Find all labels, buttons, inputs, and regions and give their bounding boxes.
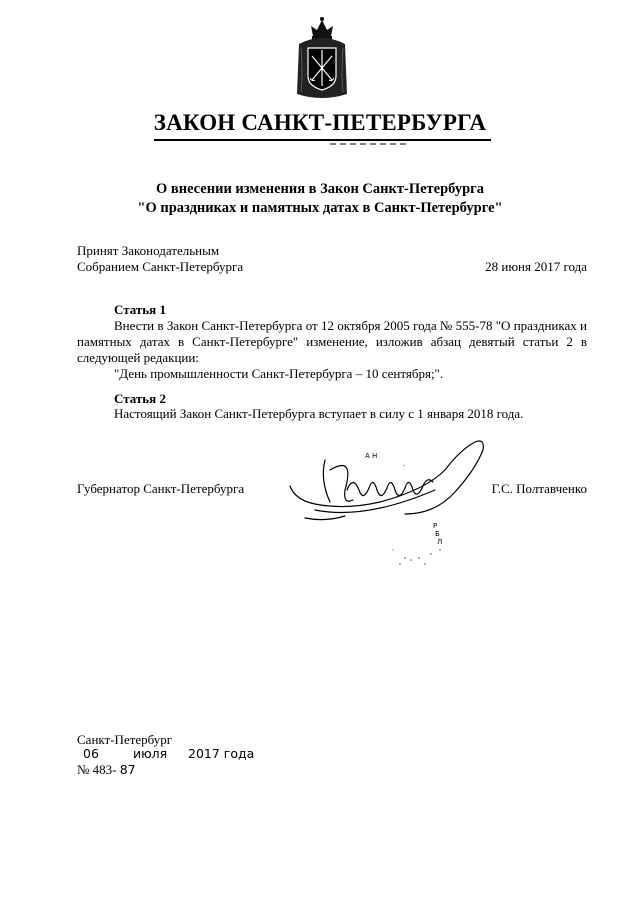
article-1-body: Внести в Закон Санкт-Петербурга от 12 октября 2005 года № 555-78 "О праздниках и памятных датах в Санкт-Петербурге" изменение, изложив абзац девятый статьи 2 в следующей редакции:: [77, 318, 587, 365]
governor-title: Губернатор Санкт-Петербурга: [77, 481, 245, 496]
footer-date-day: 06: [83, 746, 99, 761]
title-underline-decoration: [330, 142, 410, 146]
article-2-body: Настоящий Закон Санкт-Петербурга вступает в силу с 1 января 2018 года.: [114, 406, 524, 421]
adoption-date: 28 июня 2017 года: [485, 259, 587, 274]
svg-text:Л: Л: [437, 538, 443, 546]
article-1-quote: "День промышленности Санкт-Петербурга – 10 сентября;".: [114, 366, 444, 381]
handwritten-signature: [285, 430, 500, 580]
coat-of-arms-emblem: [293, 14, 351, 102]
subject-line-2: "О праздниках и памятных датах в Санкт-Петербурге": [137, 200, 503, 216]
law-number-prefix: № 483-: [77, 762, 117, 777]
law-subject: [0, 180, 640, 218]
signer-name: Г.С. Полтавченко: [491, 481, 587, 496]
article-1-heading: Статья 1: [114, 302, 166, 317]
law-number-suffix: 87: [119, 762, 136, 777]
subject-line-1: О внесении изменения в Закон Санкт-Петербурга: [155, 181, 484, 197]
article-2-heading: Статья 2: [114, 391, 166, 406]
title-underline: [154, 139, 491, 141]
footer-date: [83, 746, 254, 761]
adoption-statement: [77, 243, 243, 275]
svg-text:Б: Б: [435, 530, 440, 538]
footer-city: Санкт-Петербург: [77, 732, 173, 747]
svg-text:Р: Р: [433, 522, 438, 530]
adopted-line-1: Принят Законодательным: [77, 243, 220, 258]
svg-text:.: .: [403, 460, 406, 468]
law-title: ЗАКОН САНКТ-ПЕТЕРБУРГА: [153, 110, 487, 135]
footer-date-month: июля: [133, 746, 168, 761]
law-number: [77, 762, 136, 778]
adopted-line-2: Собранием Санкт-Петербурга: [77, 259, 244, 274]
footer-date-year: 2017 года: [188, 746, 255, 761]
crown-icon: [311, 17, 333, 40]
svg-text:А Н: А Н: [365, 452, 378, 460]
